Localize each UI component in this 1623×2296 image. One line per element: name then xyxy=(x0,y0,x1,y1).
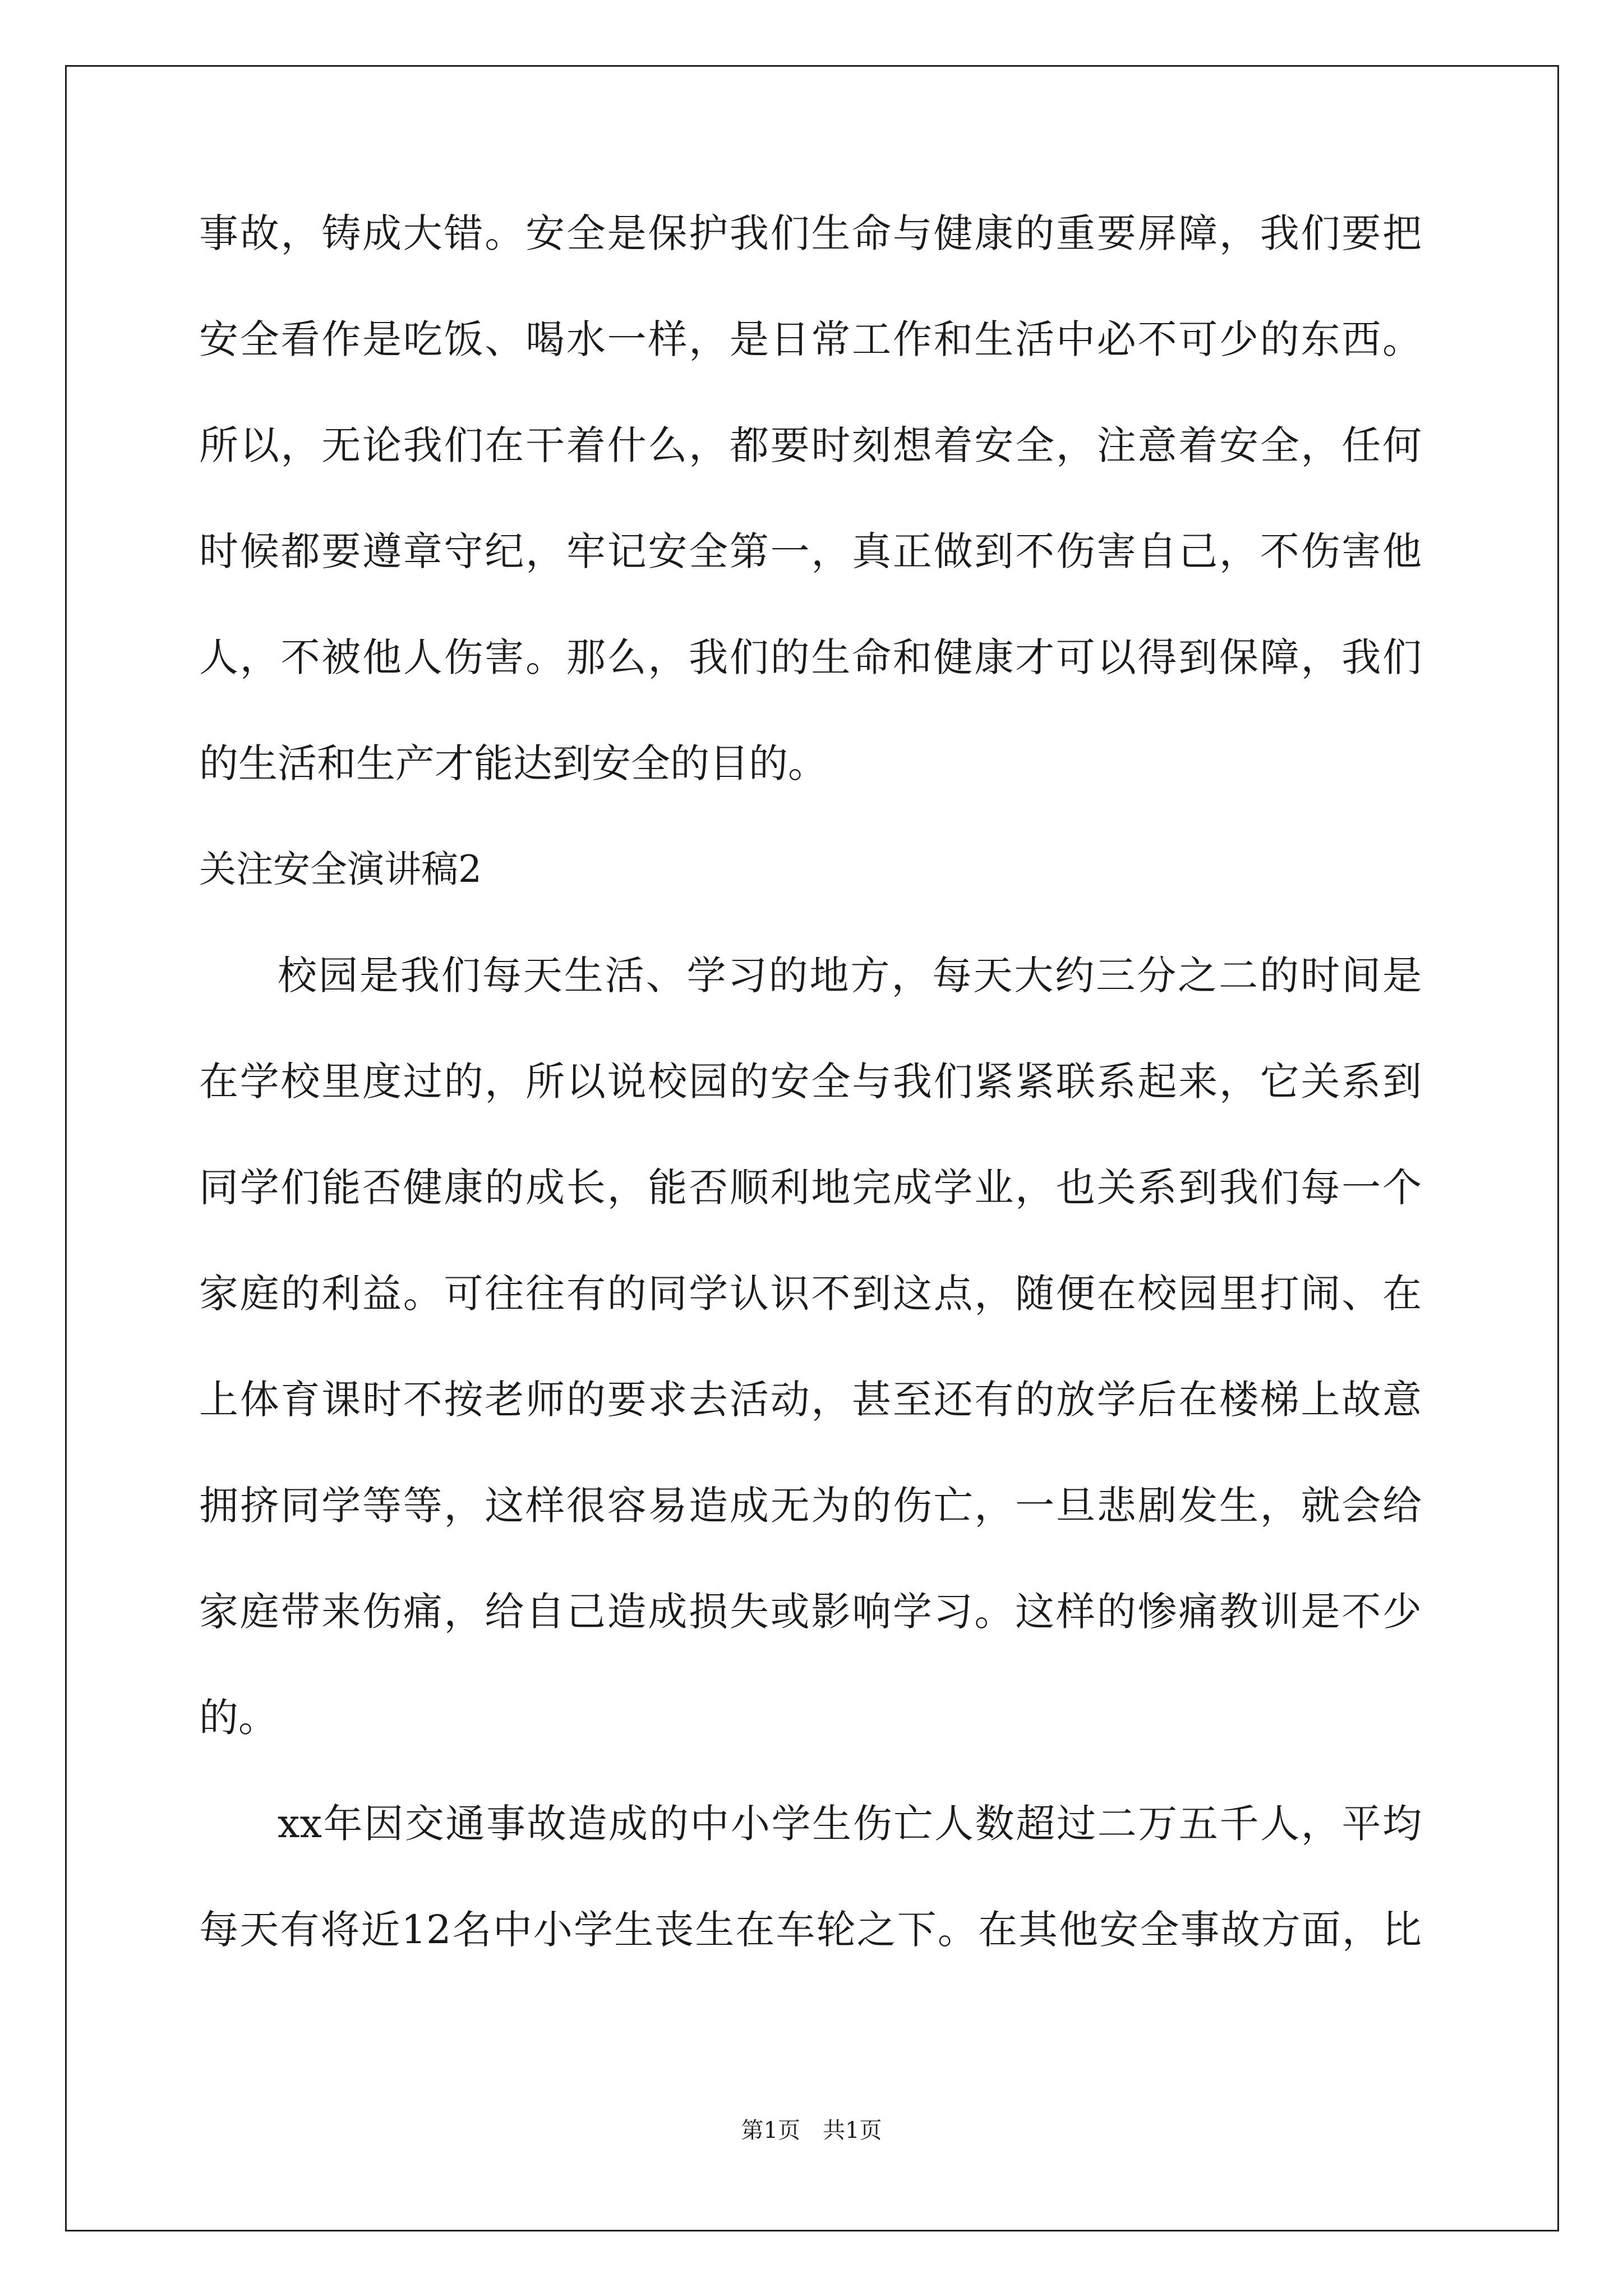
page-number-footer: 第1页 共1页 xyxy=(741,2118,882,2143)
paragraph-line: 事故，铸成大错。安全是保护我们生命与健康的重要屏障，我们要把 xyxy=(199,210,1422,256)
paragraph-line: 上体育课时不按老师的要求去活动，甚至还有的放学后在楼梯上故意 xyxy=(199,1377,1422,1423)
paragraph-line: 人，不被他人伤害。那么，我们的生命和健康才可以得到保障，我们 xyxy=(199,634,1422,680)
section-heading: 关注安全演讲稿2 xyxy=(199,848,482,891)
paragraph-line: 的生活和生产才能达到安全的目的。 xyxy=(199,740,827,786)
document-body xyxy=(199,205,1422,2008)
paragraph-line: 安全看作是吃饭、喝水一样，是日常工作和生活中必不可少的东西。 xyxy=(199,316,1422,362)
paragraph-line: 校园是我们每天生活、学习的地方，每天大约三分之二的时间是 xyxy=(278,953,1422,999)
paragraph-line: 家庭的利益。可往往有的同学认识不到这点，随便在校园里打闹、在 xyxy=(199,1271,1422,1317)
paragraph-line: 的。 xyxy=(199,1695,278,1741)
paragraph-line: 每天有将近12名中小学生丧生在车轮之下。在其他安全事故方面，比 xyxy=(199,1907,1422,1953)
paragraph-line: 时候都要遵章守纪，牢记安全第一，真正做到不伤害自己，不伤害他 xyxy=(199,528,1422,574)
paragraph-line: 所以，无论我们在干着什么，都要时刻想着安全，注意着安全，任何 xyxy=(199,422,1422,468)
paragraph-line: 在学校里度过的，所以说校园的安全与我们紧紧联系起来，它关系到 xyxy=(199,1059,1422,1105)
paragraph-line: xx年因交通事故造成的中小学生伤亡人数超过二万五千人，平均 xyxy=(278,1801,1422,1847)
paragraph-line: 家庭带来伤痛，给自己造成损失或影响学习。这样的惨痛教训是不少 xyxy=(199,1589,1422,1635)
paragraph-line: 拥挤同学等等，这样很容易造成无为的伤亡，一旦悲剧发生，就会给 xyxy=(199,1483,1422,1529)
paragraph-line: 同学们能否健康的成长，能否顺利地完成学业，也关系到我们每一个 xyxy=(199,1165,1422,1211)
